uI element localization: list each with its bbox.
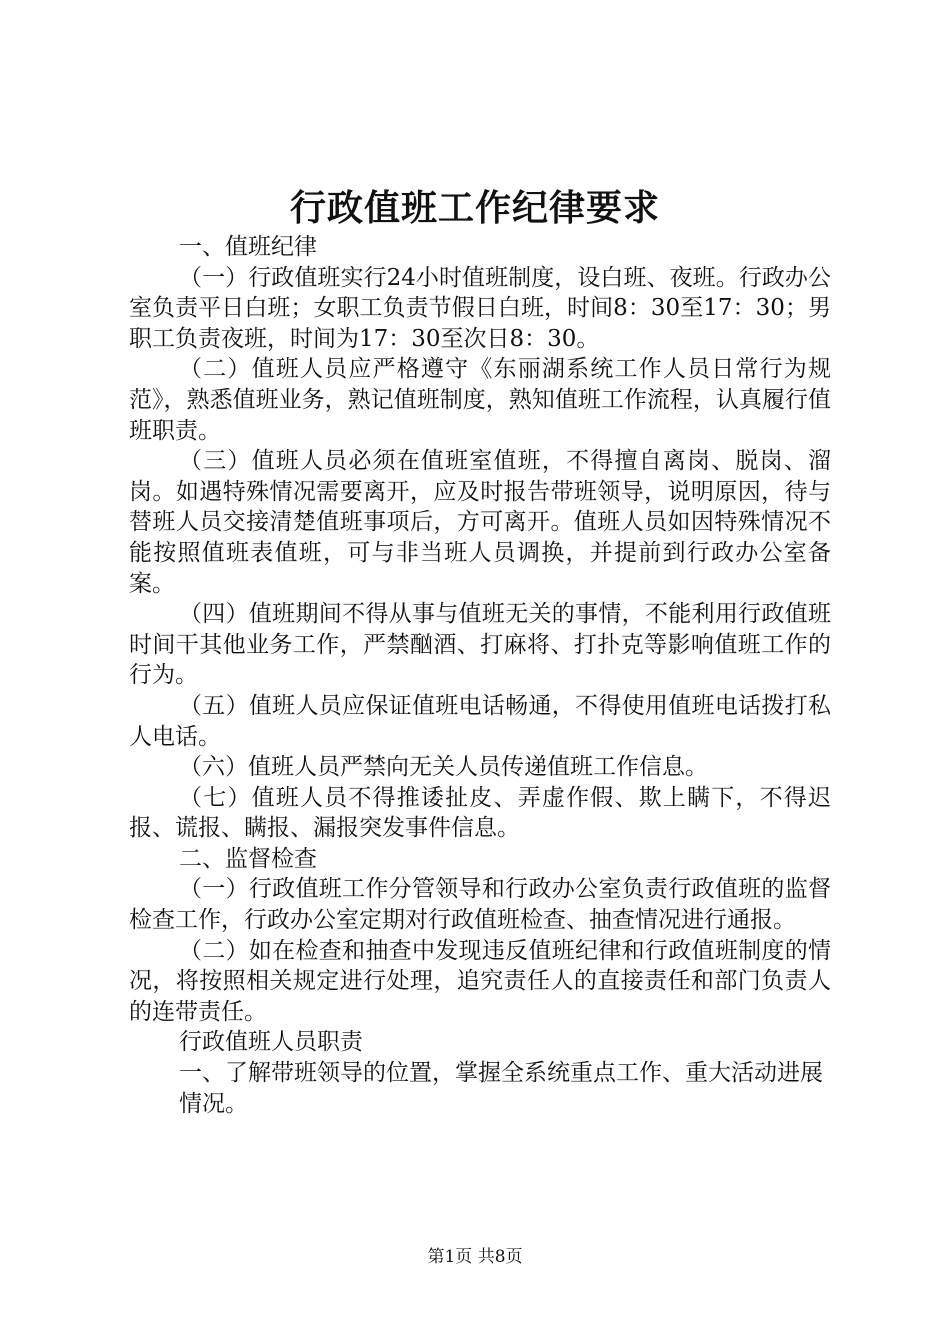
document-title: 行政值班工作纪律要求 bbox=[289, 187, 660, 229]
paragraph: （六）值班人员严禁向无关人员传递值班工作信息。 bbox=[179, 754, 708, 781]
paragraph: （二）值班人员应严格遵守《东丽湖系统工作人员日常行为规范》，熟悉值班业务，熟记值班制度，熟知值班工作流程，认真履行值班职责。 bbox=[129, 356, 831, 444]
paragraph: （一）行政值班工作分管领导和行政办公室负责行政值班的监督检查工作，行政办公室定期对行政值班检查、抽查情况进行通报。 bbox=[129, 876, 831, 934]
paragraph: 一、了解带班领导的位置，掌握全系统重点工作、重大活动进展 bbox=[179, 1060, 823, 1087]
paragraph: 情况。 bbox=[179, 1090, 248, 1117]
page-footer: 第1页 共8页 bbox=[427, 1247, 523, 1267]
paragraph: （三）值班人员必须在值班室值班，不得擅自离岗、脱岗、溜岗。如遇特殊情况需要离开，应及时报告带班领导，说明原因，待与替班人员交接清楚值班事项后，方可离开。值班人员如因特殊情况不能按照值班表值班，可与非当班人员调换，并提前到行政办公室备案。 bbox=[129, 448, 831, 597]
section-heading: 一、值班纪律 bbox=[179, 234, 317, 260]
paragraph: （二）如在检查和抽查中发现违反值班纪律和行政值班制度的情况，将按照相关规定进行处理，追究责任人的直接责任和部门负责人的连带责任。 bbox=[129, 937, 831, 1025]
document-body bbox=[129, 232, 831, 1119]
section-heading: 行政值班人员职责 bbox=[179, 1029, 363, 1056]
paragraph: （五）值班人员应保证值班电话畅通，不得使用值班电话拨打私人电话。 bbox=[129, 692, 831, 750]
paragraph: （一）行政值班实行24小时值班制度，设白班、夜班。行政办公室负责平日白班；女职工负责节假日白班，时间8：30至17：30；男职工负责夜班，时间为17：30至次日8：30。 bbox=[129, 264, 831, 352]
paragraph: （七）值班人员不得推诿扯皮、弄虚作假、欺上瞒下，不得迟报、谎报、瞒报、漏报突发事件信息。 bbox=[129, 784, 831, 842]
section-heading: 二、监督检查 bbox=[179, 845, 317, 872]
paragraph: （四）值班期间不得从事与值班无关的事情，不能利用行政值班时间干其他业务工作，严禁酗酒、打麻将、打扑克等影响值班工作的行为。 bbox=[129, 601, 831, 689]
